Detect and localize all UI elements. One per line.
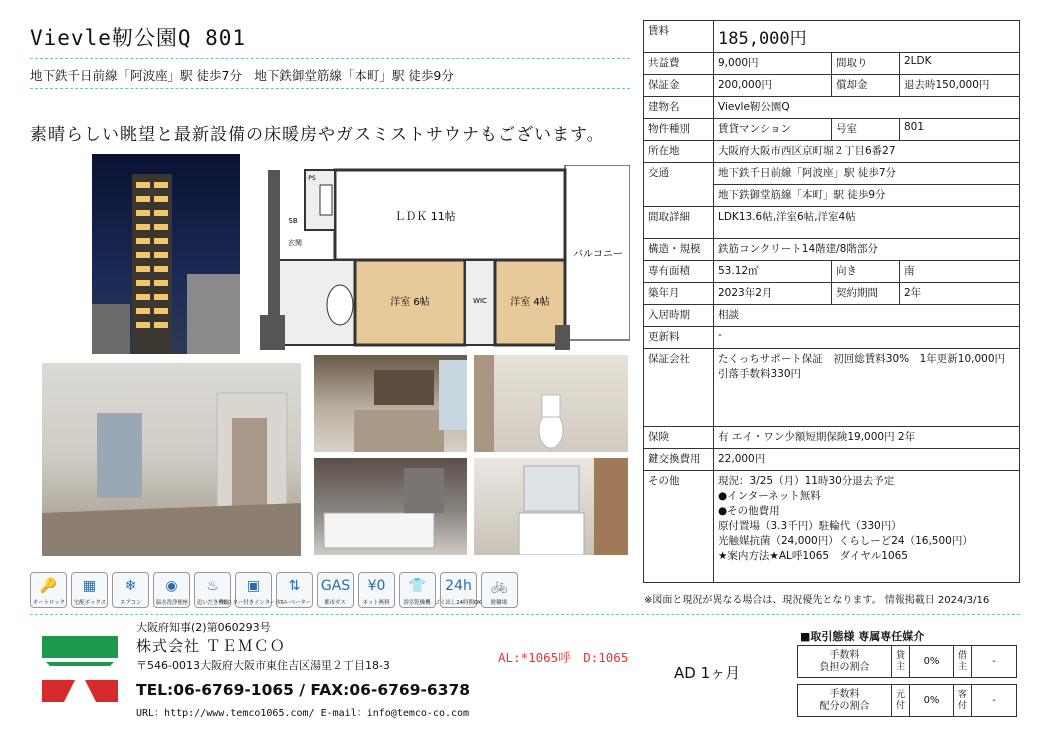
bathroom-dryer-icon: 👕: [408, 578, 427, 594]
amenity-label: 宅配ボックス: [73, 599, 106, 606]
other-line: ●その他費用: [718, 505, 780, 517]
bath-icon: ♨: [206, 578, 219, 594]
toilet-icon: ◉: [165, 578, 178, 594]
fp-entrance-label: 玄関: [288, 239, 302, 247]
fp-ldk-label: ＬＤＫ 11帖: [394, 210, 456, 223]
fp-wic-label: WIC: [473, 297, 487, 305]
spec-key: 構造・規模: [644, 239, 714, 261]
divider: [30, 88, 630, 89]
bicycle-icon: 🚲: [490, 578, 509, 594]
company-url-email: URL：http://www.temco1065.com/ E-mail：info@temco-co.com: [136, 708, 470, 720]
spec-key: 保証金: [644, 75, 714, 97]
spec-key: 物件種別: [644, 119, 714, 141]
spec-key: 建物名: [644, 97, 714, 119]
disclaimer-note: ※図面と現況が異なる場合は、現況優先となります。 情報掲載日 2024/3/16: [644, 595, 990, 606]
other-line: 光触媒抗菌（24,000円）くらしーど24（16,500円）: [718, 535, 973, 547]
catchcopy: 素晴らしい眺望と最新設備の床暖房やガスミストサウナもございます。: [30, 125, 605, 145]
amenity-label: 温水洗浄便座: [155, 599, 188, 606]
property-title: Vievle靭公園Q 801: [30, 26, 247, 50]
fee-lessee-value: -: [972, 646, 1017, 678]
other-line: 原付置場（3.3千円）駐輪代（330円）: [718, 520, 902, 532]
kitchen-photo: [314, 355, 467, 452]
key-exchange-value: 22,000円: [714, 449, 1020, 471]
spec-key: 交通: [644, 163, 714, 207]
amenity-label: 追いだき機能: [196, 599, 229, 606]
amenity-label: オートロック: [32, 599, 65, 606]
spec-key: 所在地: [644, 141, 714, 163]
structure-value: 鉄筋コンクリート14階建/8階部分: [714, 239, 1020, 261]
spec-key: 築年月: [644, 283, 714, 305]
spec-key: 入居時期: [644, 305, 714, 327]
al-code: AL:*1065呼 D:1065: [498, 650, 629, 665]
amenity-label: ネット無料: [362, 599, 390, 606]
amenity-internet-icon: [358, 572, 395, 608]
amenity-key-icon: [30, 572, 67, 608]
fee-lessor-value: 0%: [910, 646, 954, 678]
delivery-box-icon: ▦: [82, 578, 97, 594]
kyoeki-value: 9,000円: [714, 53, 832, 75]
bathroom-photo: [314, 458, 467, 555]
fee-lessee-label: 借主: [954, 646, 972, 678]
company-address: 〒546-0013大阪府大阪市東住吉区湯里２丁目18-3: [136, 658, 390, 672]
type-value: 賃貸マンション: [714, 119, 832, 141]
fp-room1-label: 洋室 6帖: [390, 297, 430, 308]
fee-motozuke-label: 元付: [892, 685, 910, 717]
fp-balcony-label: バルコニー: [573, 249, 623, 260]
spec-key: 契約期間: [832, 283, 900, 305]
spec-key: 更新料: [644, 327, 714, 349]
amenity-icons: [30, 572, 635, 608]
other-line: ●インターネット無料: [718, 490, 821, 502]
divider: [30, 614, 1020, 615]
fee-lessor-label: 貸主: [892, 646, 910, 678]
amenity-delivery-box-icon: [71, 572, 108, 608]
traffic-2-value: 地下鉄御堂筋線「本町」駅 徒歩9分: [714, 185, 1020, 207]
washroom-photo: [474, 458, 628, 555]
internet-icon: ¥0: [367, 578, 386, 594]
air-conditioner-icon: ❄: [124, 578, 137, 594]
ad-fee: AD 1ヶ月: [674, 664, 741, 682]
built-value: 2023年2月: [714, 283, 832, 305]
spec-key: 保証会社: [644, 349, 714, 427]
insurance-value: 有 エイ・ワン少額短期保険19,000円 2年: [714, 427, 1020, 449]
area-value: 53.12㎡: [714, 261, 832, 283]
other-line: 現況：3/25（月）11時30分退去予定: [718, 475, 895, 487]
spec-key: 共益費: [644, 53, 714, 75]
amenity-label: 駐輪場: [491, 599, 508, 606]
amenity-intercom-icon: [221, 572, 286, 608]
company-tel-fax: TEL:06-6769-1065 / FAX:06-6769-6378: [136, 680, 471, 699]
spec-key: 償却金: [832, 75, 900, 97]
fee-burden-table: [797, 645, 1017, 678]
other-notes: [714, 471, 1020, 583]
room-value: 801: [900, 119, 1020, 141]
amenity-label: エレベーター: [278, 599, 311, 606]
elevator-icon: ⇅: [288, 578, 301, 594]
building-name-value: Vievle靭公園Q: [714, 97, 1020, 119]
divider: [30, 58, 630, 59]
fee-distribution-label: 手数料 配分の割合: [798, 685, 892, 717]
fp-ps-label: PS: [308, 175, 316, 182]
amenity-toilet-icon: [153, 572, 190, 608]
amenity-label: 都市ガス: [324, 599, 347, 606]
intercom-icon: ▣: [246, 578, 261, 594]
movein-value: 相談: [714, 305, 1020, 327]
temco-logo: [42, 636, 118, 702]
direction-value: 南: [900, 261, 1020, 283]
hosho-value: 200,000円: [714, 75, 832, 97]
license-number: 大阪府知事(2)第060293号: [136, 621, 271, 634]
amenity-bicycle-icon: [481, 572, 518, 608]
spec-key: 間取詳細: [644, 207, 714, 239]
gas-icon: GAS: [320, 578, 351, 594]
amenity-trash-icon: [434, 572, 483, 608]
rent-value: 185,000円: [714, 21, 1020, 53]
spec-key: その他: [644, 471, 714, 583]
renew-value: -: [714, 327, 1020, 349]
madori-value: 2LDK: [900, 53, 1020, 75]
building-exterior-photo: [92, 154, 240, 354]
trash-icon: 24h: [445, 578, 472, 594]
fee-distribution-table: [797, 684, 1017, 717]
toilet-photo: [474, 355, 628, 452]
company-info: [136, 620, 470, 722]
traffic-1-value: 地下鉄千日前線「阿波座」駅 徒歩7分: [714, 163, 1020, 185]
fee-motozuke-value: 0%: [910, 685, 954, 717]
key-icon: 🔑: [39, 578, 58, 594]
living-room-photo: [42, 363, 301, 556]
spec-key: 賃料: [644, 21, 714, 53]
company-name: 株式会社 ＴＥＭＣＯ: [136, 636, 286, 655]
amenity-label: 浴室乾燥機: [403, 599, 431, 606]
contract-value: 2年: [900, 283, 1020, 305]
amenity-bathroom-dryer-icon: [399, 572, 436, 608]
spec-table: [643, 20, 1020, 583]
amenity-label: ゴミ出し24時間OK: [434, 599, 483, 606]
fee-kyakuzuke-label: 客付: [954, 685, 972, 717]
spec-key: 号室: [832, 119, 900, 141]
spec-key: 保険: [644, 427, 714, 449]
fee-burden-label: 手数料 負担の割合: [798, 646, 892, 678]
transaction-type: ■取引態様 専属専任媒介: [800, 630, 925, 643]
amenity-label: モニター付きインターホン: [221, 599, 286, 606]
spec-key: 鍵交換費用: [644, 449, 714, 471]
amenity-label: エアコン: [119, 599, 142, 606]
amenity-gas-icon: [317, 572, 354, 608]
shokyaku-value: 退去時150,000円: [900, 75, 1020, 97]
fp-sb-label: SB: [288, 217, 298, 225]
fp-room2-label: 洋室 4帖: [510, 297, 550, 308]
amenity-elevator-icon: [276, 572, 313, 608]
amenity-air-conditioner-icon: [112, 572, 149, 608]
spec-key: 間取り: [832, 53, 900, 75]
fee-kyakuzuke-value: -: [972, 685, 1017, 717]
address-value: 大阪府大阪市西区京町堀２丁目6番27: [714, 141, 1020, 163]
spec-key: 専有面積: [644, 261, 714, 283]
stations-summary: 地下鉄千日前線「阿波座」駅 徒歩7分 地下鉄御堂筋線「本町」駅 徒歩9分: [30, 68, 454, 83]
guarantor-value: たくっちサポート保証 初回総賃料30% 1年更新10,000円 引落手数料330円: [714, 349, 1020, 427]
floor-plan: [260, 165, 630, 350]
spec-key: 向き: [832, 261, 900, 283]
other-line: ★案内方法★AL呼1065 ダイヤル1065: [718, 550, 908, 562]
detail-value: LDK13.6帖,洋室6帖,洋室4帖: [714, 207, 1020, 239]
